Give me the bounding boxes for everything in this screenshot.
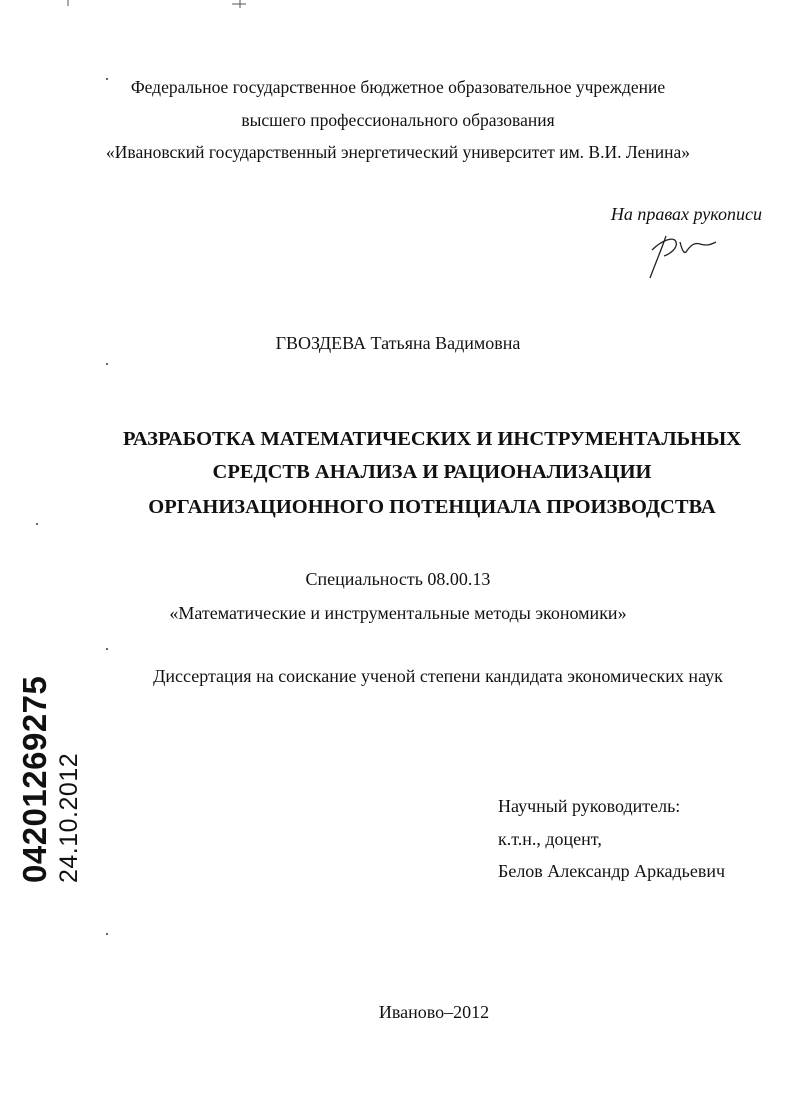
stamp-date: 24.10.2012	[55, 752, 83, 883]
manuscript-note: На правах рукописи	[610, 204, 762, 224]
dissertation-statement: Диссертация на соискание ученой степени кандидата экономических наук	[153, 666, 723, 686]
institution-line-2: высшего профессионального образования	[241, 110, 555, 130]
signature	[640, 228, 720, 280]
scan-dot	[36, 523, 38, 525]
stamp-code: 04201269275	[16, 675, 53, 883]
scan-dot	[106, 363, 108, 365]
library-stamp	[16, 676, 84, 883]
scan-dot	[106, 933, 108, 935]
title-line-3: ОРГАНИЗАЦИОННОГО ПОТЕНЦИАЛА ПРОИЗВОДСТВА	[148, 496, 716, 518]
institution-line-1: Федеральное государственное бюджетное образовательное учреждение	[130, 77, 666, 97]
supervisor-degree: к.т.н., доцент,	[498, 829, 602, 849]
title-line-2: СРЕДСТВ АНАЛИЗА И РАЦИОНАЛИЗАЦИИ	[212, 461, 652, 483]
scan-top-marks	[0, 0, 796, 14]
specialty-code: Специальность 08.00.13	[305, 569, 491, 589]
supervisor-name: Белов Александр Аркадьевич	[498, 861, 726, 881]
title-line-1: РАЗРАБОТКА МАТЕМАТИЧЕСКИХ И ИНСТРУМЕНТАЛЬНЫХ	[122, 428, 742, 450]
city-year: Иваново–2012	[378, 1002, 490, 1022]
scan-dot	[106, 648, 108, 650]
specialty-name: «Математические и инструментальные методы экономики»	[169, 603, 627, 623]
institution-line-3: «Ивановский государственный энергетический университет им. В.И. Ленина»	[106, 142, 690, 162]
supervisor-label: Научный руководитель:	[498, 796, 681, 816]
author-name: ГВОЗДЕВА Татьяна Вадимовна	[275, 333, 521, 353]
